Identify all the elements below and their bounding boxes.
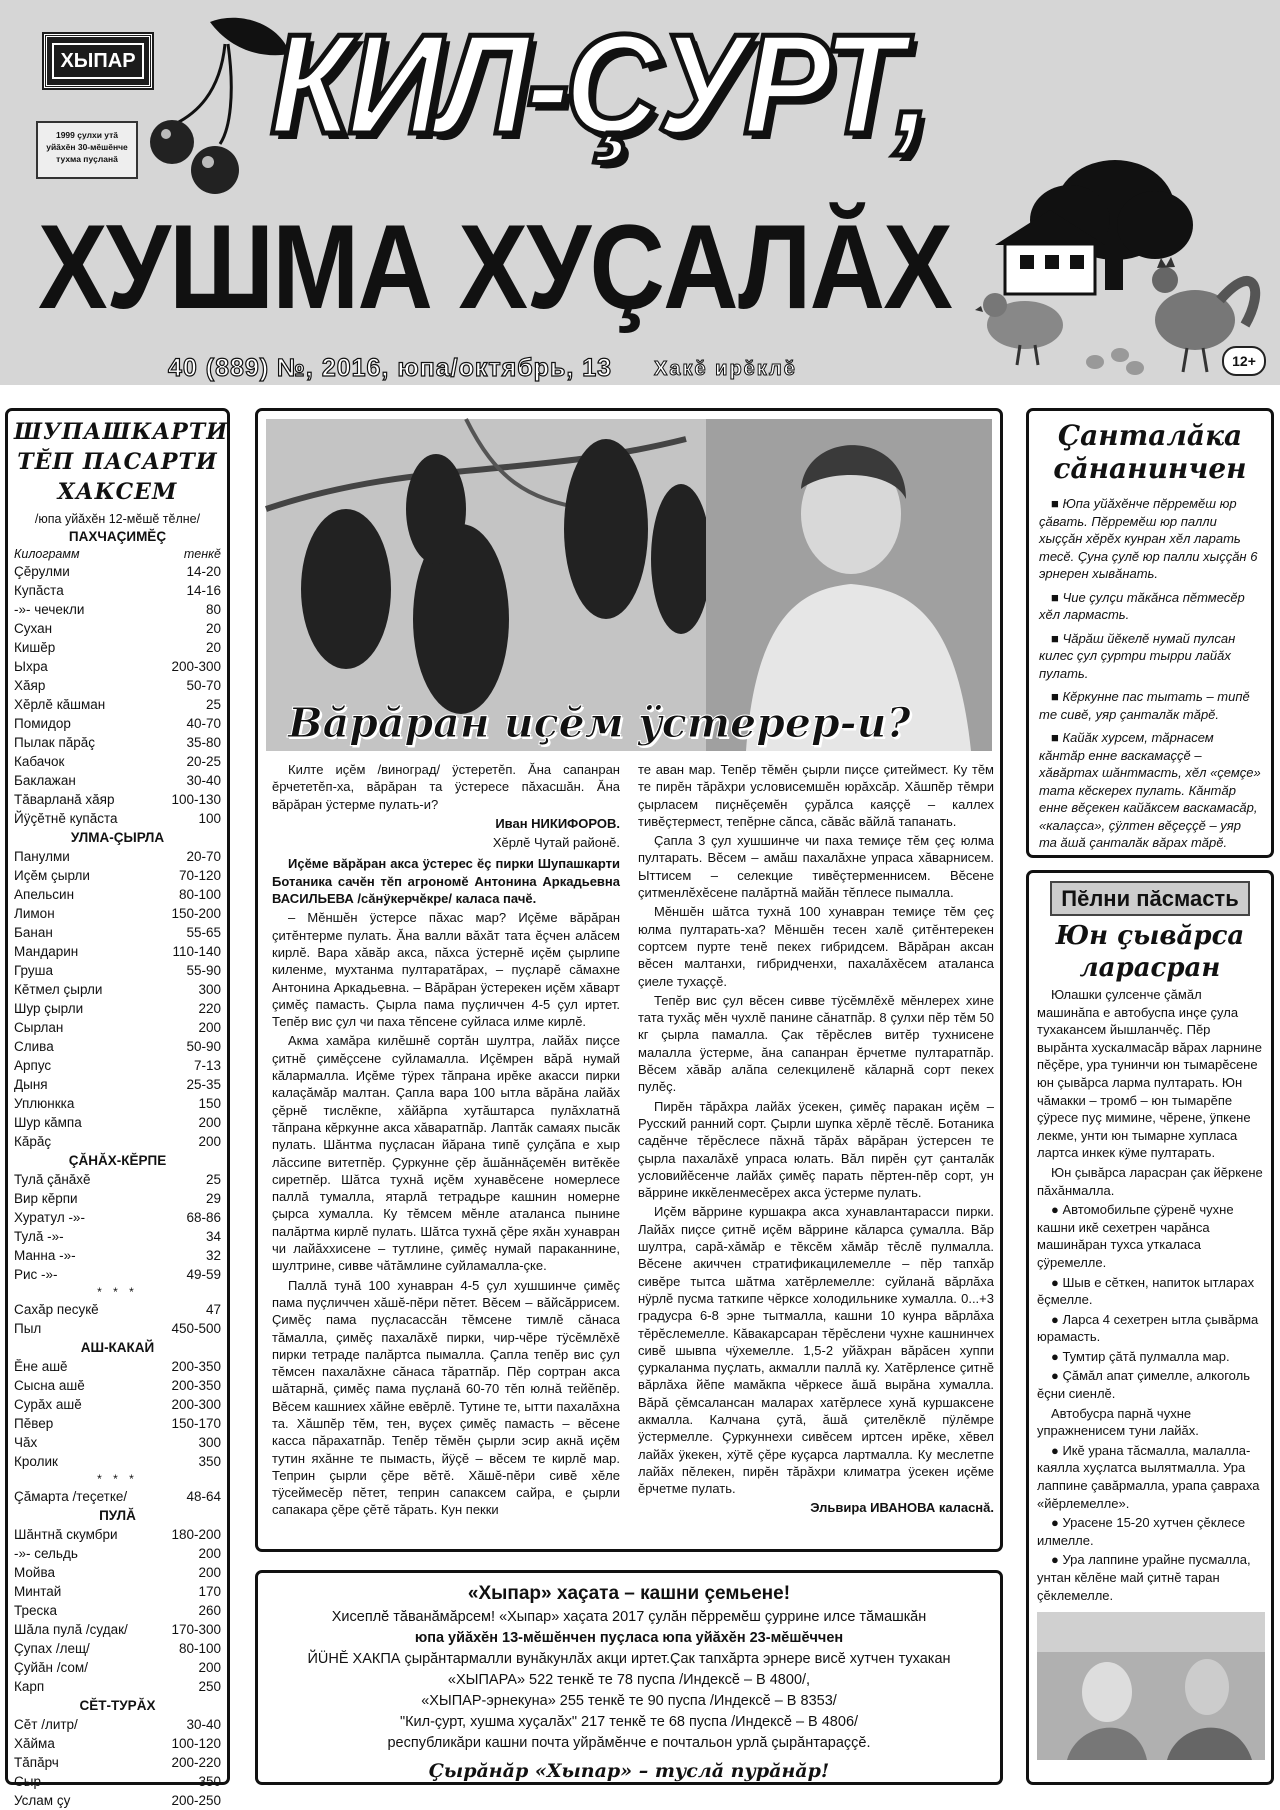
price-section-title: АШ-КАКАЙ [80, 1340, 155, 1355]
article-paragraph: Мĕншĕн шăтса тухнă 100 хунавран темиçе тĕм çеç юлма пултарать-ха? Мĕншĕн тесен халĕ çитĕнтерекен сортсем пурте тенĕ пекех гибридсем. Вăрăран аксан вĕсен малтанхи, гибридченхи, пахалăхĕсем аталанса çиеле тухаççĕ. [638, 904, 994, 989]
price-value: 20 [205, 640, 221, 655]
price-value: 50-70 [186, 678, 221, 693]
price-item: -»- чечекли [14, 602, 85, 617]
price-row [14, 1170, 221, 1189]
article-paragraph: Çапла 3 çул хушшинче чи паха темиçе тĕм çеç юлма пултарать. Вĕсем – амăш пахалăхне упраса хăварнисем. Ыттисем – селекцие тивĕçтерменнисем. Вĕсене çитменлĕхĕсене палăртнă майăн тĕплесе пымалла. [638, 833, 994, 901]
price-item: Хĕрлĕ кăшман [14, 697, 106, 712]
price-item: Хăяр [14, 678, 46, 693]
car-photo [1037, 1612, 1265, 1760]
advice-paragraph: ● Урасене 15-20 хутчен çĕклесе илмелле. [1037, 1515, 1246, 1548]
price-item: Сухан [14, 621, 53, 636]
price-item: Пĕвер [14, 1416, 54, 1431]
price-item: Лимон [14, 906, 55, 921]
price-row [14, 1753, 221, 1772]
price-row [14, 1452, 221, 1471]
price-value: 20-70 [186, 849, 221, 864]
price-value: 20 [205, 621, 221, 636]
subscription-box [255, 1570, 1003, 1785]
article-paragraph: Иçĕме вăрăран акса ÿстерес ĕç пирки Шупашкарти Ботаника сачĕн тĕп агрономĕ Антонина Аркадьевна ВАСИЛЬЕВА /сăнÿкерчĕкре/ каласа пачĕ. [272, 856, 620, 907]
price-row [14, 1563, 221, 1582]
price-row [14, 657, 221, 676]
separator-stars: * * * [97, 1472, 138, 1486]
price-item: Слива [14, 1039, 54, 1054]
price-value: 300 [198, 1435, 221, 1450]
price-value: 25 [205, 697, 221, 712]
price-item: Кишĕр [14, 640, 56, 655]
price-row [14, 1601, 221, 1620]
price-item: Арпус [14, 1058, 52, 1073]
subscription-lines [258, 1607, 1000, 1754]
price-item: Кĕтмел çырли [14, 982, 103, 997]
subscription-line: Хисеплĕ тăванăмăрсем! «Хыпар» хаçата 2017 çулăн пĕрремĕш çуррине илсе тăмашкăн [331, 1609, 927, 1625]
price-row [14, 1544, 221, 1563]
subscription-line: юпа уйăхĕн 13-мĕшĕнчен пуçласа юпа уйăхĕн 23-мĕшĕччен [414, 1630, 844, 1646]
price-row [14, 1433, 221, 1452]
market-prices-box [5, 408, 230, 1808]
prices-heading: ШУПАШКАРТИ ТĔП ПАСАРТИ ХАКСЕМ [14, 419, 228, 505]
advice-paragraph: Юлашки çулсенче çăмăл машинăпа е автобуспа инçе çула тухакансем йышланчĕç. Пĕр вырăнта хускалмасăр вăрах ларнине пĕçĕре, ура тунинчи юн тымарĕсене юн çывăрса ларма пултарать. Юн чăмакки – тромб – юн тымарĕпе çÿресе пуç миминe, чĕрене, ÿпкене лекме, унти юн тымарне хупласа лартса инкек кÿме пултарать. [1037, 987, 1263, 1161]
price-row [14, 1772, 221, 1791]
price-row [14, 695, 221, 714]
article-column-2 [638, 761, 994, 1519]
price-list [14, 527, 221, 1810]
price-row [14, 733, 221, 752]
subscription-line: республикăри кашни почта уйрăмĕнче е почтальон урлă çырăнтараççĕ. [387, 1735, 871, 1751]
price-item: Тулă -»- [14, 1229, 64, 1244]
advice-list [1037, 986, 1263, 1604]
article-column-1 [272, 761, 620, 1521]
price-row [14, 1582, 221, 1601]
price-item: Помидор [14, 716, 71, 731]
price-row [14, 847, 221, 866]
article-paragraph: Акма хамăра килĕшнĕ сортăн шултра, лайăх пиçсе çитнĕ çимĕçсене суйламалла. Иçĕмрен вăрă нумай кăлармалла. Иçĕме тÿрех тăпрана ирĕке акасси пирки калаçăмăр малтан. Çапла вара 100 ытла вăрăна лайăх çĕрнĕ тислĕкпе, хăйăрпа хутăштарса пулăхлатнă тăпрана кĕркунне акса хăваратпăр. Лаптăк самаях пысăк пулать. Шăнтма пуçласан йăрана типĕ çулçăпа е хыр лăссипе витетпĕр. Çуркунне çĕр ăшăннăçемĕн витĕкĕе сиретпĕр. Шăтса тухнă иçĕм хунавĕсене номерлесе паллă тумалла, ятарлă тетрадьре кашнин номерне çырса хумалла. Ку тĕмсем мĕнле аталанса пынине палăртма кирлĕ пулать. Шăтса тухнă çĕре яхăн хунавран чи лайăххисене – тутлине, çимĕç нумай параканнине, шултрине, сивве чăтăмлине суйламалла-çке. [272, 1033, 620, 1274]
price-item: Баклажан [14, 773, 76, 788]
price-row [14, 1246, 221, 1265]
price-item: Пыл [14, 1321, 42, 1336]
price-row [14, 1265, 221, 1284]
weather-sign: ■ Юпа уйăхĕнче пĕрремĕш юр çăвать. Пĕрремĕш юр палли хыççăн хĕрĕх кунран хĕл ларать тесĕ. Çуна çулĕ юр палли хыççăн 6 эрнерен хывăнать. [1039, 496, 1258, 581]
price-value: 110-140 [172, 944, 221, 959]
title-line-2: ХУШМА ХУÇАЛĂХ [38, 200, 952, 334]
price-value: 350 [198, 1774, 221, 1789]
weather-signs-box [1026, 408, 1274, 858]
price-table-header [14, 546, 221, 562]
advice-paragraph: ● Тумтир çăтă пулмалла мар. [1051, 1348, 1230, 1364]
subscription-line: «ХЫПАРА» 522 тенкĕ те 78 пуспа /Индексĕ – В 4800/, [447, 1672, 811, 1688]
price-row [14, 714, 221, 733]
price-value: 29 [205, 1191, 221, 1206]
price-value: 14-20 [186, 564, 221, 579]
advice-paragraph: ● Икĕ урана тăсмалла, малалла-каялла хуçлатса вылятмалла. Ура лаппине çавăрмалла, урапа çавраха «йĕрлемелле». [1037, 1442, 1260, 1511]
price-section-title: ПУЛĂ [99, 1508, 136, 1523]
price-row [14, 1189, 221, 1208]
price-item: Апельсин [14, 887, 75, 902]
price-value: 30-40 [186, 773, 221, 788]
price-item: Рис -»- [14, 1267, 58, 1282]
price-section-title: ÇĂНĂХ-КĔРПЕ [68, 1153, 167, 1168]
price-value: 170-300 [171, 1622, 221, 1637]
chick-icon [1086, 348, 1144, 375]
price-value: 25-35 [186, 1077, 221, 1092]
subscription-footer: Çырăнăр «Хыпар» – туслă пурăнăр! [428, 1760, 830, 1782]
price-row [14, 1094, 221, 1113]
price-row [14, 1376, 221, 1395]
price-item: Услам çу [14, 1793, 71, 1808]
price-item: Шур кăмпа [14, 1115, 82, 1130]
price-value: 20-25 [186, 754, 221, 769]
price-value: 55-90 [186, 963, 221, 978]
price-row [14, 638, 221, 657]
price-item: Йÿçĕтнĕ купăста [14, 811, 118, 826]
price-row [14, 752, 221, 771]
price-item: Çуйăн /сом/ [14, 1660, 88, 1675]
price-item: Шур çырли [14, 1001, 84, 1016]
advice-paragraph: ● Ура лаппине урайне пусмалла, унтан кĕлĕне май çитнĕ таран çĕклемелле. [1037, 1552, 1251, 1603]
price-item: Сурăх ашĕ [14, 1397, 82, 1412]
weather-sign: ■ Чие çулçи тăкăнса пĕтмесĕр хĕл лармасть. [1039, 589, 1245, 622]
price-section-title: УЛМА-ÇЫРЛА [70, 830, 165, 845]
price-row [14, 1487, 221, 1506]
advice-paragraph: Юн çывăрса ларасран çак йĕркене пăхăнмалла. [1037, 1164, 1263, 1198]
price-row [14, 1734, 221, 1753]
price-row [14, 1658, 221, 1677]
price-row [14, 1620, 221, 1639]
hen-icon [975, 293, 1063, 365]
price-value: 55-65 [186, 925, 221, 940]
price-item: Банан [14, 925, 53, 940]
advice-paragraph: ● Шыв е сĕткен, напиток ытларах ĕçмелле. [1037, 1274, 1255, 1308]
subscription-line: "Кил-çурт, хушма хуçалăх" 217 тенкĕ те 68 пуспа /Индексĕ – В 4806/ [399, 1714, 859, 1730]
price-item: Тăпăрч [14, 1755, 59, 1770]
price-value: 100 [198, 811, 221, 826]
price-row [14, 600, 221, 619]
price-section-title: ПАХЧАÇИМĔÇ [68, 529, 167, 544]
price-value: 200-300 [171, 659, 221, 674]
advice-paragraph: ● Ларса 4 сехетрен ытла çывăрма юрамасть. [1037, 1311, 1259, 1345]
price-item: Ĕне ашĕ [14, 1359, 68, 1374]
price-value: 7-13 [193, 1058, 221, 1073]
price-row [14, 1018, 221, 1037]
price-item: Треска [14, 1603, 57, 1618]
article-paragraph: те аван мар. Тепĕр тĕмĕн çырли пиçсе çитеймест. Ку тĕм те пирĕн тăрăхри условисемшĕн юрăхсăр. Хăшпĕр тĕмри çырласем пиçнĕçемĕн çурăлса каяççĕ – каллех тивĕçтермест, тепĕрне сăпса, сăвăс вăйлă тапанать. [638, 762, 994, 829]
advice-paragraph: ● Çăмăл апат çимелле, алкоголь ĕçни сиенлĕ. [1037, 1368, 1250, 1402]
price-row [14, 961, 221, 980]
article-paragraph: Хĕрлĕ Чутай районĕ. [492, 835, 620, 851]
article-paragraph: Иçĕм вăррине куршакра акса хунавлантарасси пирки. Лайăх пиçсе çитнĕ иçĕм вăррине кăларса çумалла. Вăр шултра, сарă-хăмăр е тĕксĕм хăмăр тĕслĕ пулмалла. Вĕсене акиччен стратификацилемелле – пĕр тапхăр сивĕре тытса шăтма хатĕрлемелле: суйланă вăрлăха нÿрлĕ пусма таткипе чĕрксе холодильнике хумалла. 0...+3 градусра 6-8 эрне тытмалла, кашни 10 кунра вăрлăха тĕрĕслемелле. Кăвакарсаран тĕрĕслени чухне кашнинчех сивĕ шывпа чÿхемелле. 1,5-2 уйăхран вăрăсен хуппи çуркаланма пуçлать, акмалли паллă ку. Хатĕрленсе çитнĕ вăрлăха йĕпе мамăкпа чĕркесе ăшă вырăна хумалла. Вăрă çĕмсалансан маларах хатĕрлесе хунă куршаксене акмалла. Калчана çутă, ăшă çителĕклĕ пÿлĕмре ÿстермелле. Çуркуннехи сивĕсем иртсен ирĕке, хĕвел лайăх ÿкекен, хÿтĕ çĕре куçарса лартмалла. Ку меслетпе лайăх пĕлекен, пирĕн тăрăхри климатра ÿсекен иçĕме ĕрчетме пулать. [638, 1204, 994, 1497]
price-value: 40-70 [186, 716, 221, 731]
price-row [14, 904, 221, 923]
subscription-title: «Хыпар» хаçата – кашни çемьене! [467, 1583, 791, 1604]
article-paragraph: Пирĕн тăрăхра лайăх ÿсекен, çимĕç паракан иçĕм – Русский ранний сорт. Çырли шупка хĕрлĕ тĕслĕ. Ботаника садĕнче тĕрĕслесе пăхнă тăрăх вăрăран ÿстерсен те çырла пахалăхĕ упраса юлать. Вăл пирĕн çут çанталăк условийĕсенче лайăх çимĕç парать пĕртен-пĕр сорт, ун вăррине иккĕленмесĕрех акса ÿстерме пулать. [638, 1098, 994, 1201]
price-row [14, 1414, 221, 1433]
price-item: Сырлан [14, 1020, 64, 1035]
price-section-title: СĔТ-ТУРĂХ [79, 1698, 156, 1713]
price-item: Хуратул -»- [14, 1210, 85, 1225]
advice-heading: Юн çывăрса ларасран [1055, 921, 1245, 983]
article-paragraph: Килте иçĕм /виноград/ ÿстеретĕп. Ăна сапанран ĕрчететĕп-ха, вăрăран та ÿстересе пăхасшăн. Ăна вăрăран ÿстерме пулать-и? [272, 762, 620, 812]
price-row [14, 562, 221, 581]
price-value: 220 [198, 1001, 221, 1016]
article-headline: Вăрăран иçĕм ÿстерер-и? [288, 699, 911, 747]
price-row [14, 980, 221, 999]
price-item: Уплюнкка [14, 1096, 75, 1111]
price-value: 200-300 [171, 1397, 221, 1412]
price-value: 200 [198, 1115, 221, 1130]
title-line-1: КИЛ-ÇУРТ, [270, 5, 928, 164]
price-row [14, 1132, 221, 1151]
price-item: Пылак пăрăç [14, 735, 96, 750]
price-value: 350 [198, 1454, 221, 1469]
price-item: Çăмарта /теçетке/ [14, 1489, 128, 1504]
price-item: Иçĕм çырли [14, 868, 90, 883]
age-rating-badge: 12+ [1222, 346, 1266, 376]
subscription-line: ЙÜНĔ ХАКПА çырăнтармалли вунăкунлăх акци иртет.Çак тапхăрта эрнере висĕ хутчен тухакан [307, 1651, 951, 1667]
price-value: 180-200 [171, 1527, 221, 1542]
price-item: Тăварланă хăяр [14, 792, 115, 807]
price-value: 200-350 [171, 1359, 221, 1374]
unit-label: Килограмм [14, 547, 80, 561]
price-row [14, 1357, 221, 1376]
advice-paragraph: ● Автомобильпе çÿренĕ чухне кашни икĕ сехетрен чарăнса машинăран тухса уткаласа çÿремелле. [1037, 1202, 1234, 1270]
price-value: 48-64 [186, 1489, 221, 1504]
price-item: Панулми [14, 849, 70, 864]
price-value: 200-220 [171, 1755, 221, 1770]
price-row [14, 1319, 221, 1338]
price-item: Шăнтнă скумбри [14, 1527, 118, 1542]
price-free-label: Хакĕ ирĕклĕ [654, 358, 797, 380]
prices-date: /юпа уйăхĕн 12-мĕшĕ тĕлне/ [34, 512, 201, 526]
currency-label: тенкĕ [183, 547, 221, 561]
price-value: 49-59 [186, 1267, 221, 1282]
grape-article [255, 408, 1003, 1552]
price-item: -»- сельдь [14, 1546, 78, 1561]
price-row [14, 676, 221, 695]
price-value: 300 [198, 982, 221, 997]
price-row [14, 809, 221, 828]
price-value: 200 [198, 1565, 221, 1580]
price-value: 260 [198, 1603, 221, 1618]
price-value: 200 [198, 1546, 221, 1561]
article-paragraph: Иван НИКИФОРОВ. [495, 815, 620, 831]
price-item: Тулă çăнăхĕ [14, 1172, 91, 1187]
price-item: Шăла пулă /судак/ [14, 1622, 128, 1637]
weather-sign: ■ Чăрăш йĕкелĕ нумай пулсан килес çул çуртри тырри лайăх пулать. [1039, 630, 1236, 681]
price-item: Çĕрулми [14, 564, 70, 579]
price-item: Кăрăç [14, 1134, 52, 1149]
price-row [14, 1056, 221, 1075]
price-value: 80-100 [178, 887, 221, 902]
price-row [14, 1227, 221, 1246]
rubric-badge: Пĕлни пăсмасть [1050, 881, 1250, 916]
price-value: 34 [205, 1229, 221, 1244]
weather-signs-heading: Çанталăка сăнанинчен [1053, 419, 1247, 485]
price-row [14, 1525, 221, 1544]
price-value: 35-80 [186, 735, 221, 750]
price-value: 200-250 [171, 1793, 221, 1808]
price-item: Купăста [14, 583, 64, 598]
price-row [14, 1075, 221, 1094]
price-row [14, 619, 221, 638]
price-row [14, 1208, 221, 1227]
price-value: 200 [198, 1660, 221, 1675]
separator-stars: * * * [97, 1285, 138, 1299]
price-row [14, 866, 221, 885]
price-value: 200 [198, 1134, 221, 1149]
price-item: Мандарин [14, 944, 79, 959]
price-value: 47 [205, 1302, 221, 1317]
price-item: Хăйма [14, 1736, 55, 1751]
price-item: Сысна ашĕ [14, 1378, 85, 1393]
price-row [14, 1395, 221, 1414]
price-row [14, 1715, 221, 1734]
price-value: 68-86 [186, 1210, 221, 1225]
price-item: Мойва [14, 1565, 55, 1580]
price-item: Чăх [14, 1435, 38, 1450]
subscription-line: «ХЫПАР-эрнекуна» 255 тенкĕ те 90 пуспа /Индексĕ – В 8353/ [421, 1693, 837, 1709]
article-paragraph: Паллă тунă 100 хунавран 4-5 çул хушшинче çимĕç пама пуçличчен хăшĕ-пĕри пĕтет. Вĕсем – вăйсăррисем. Çимĕç пама пуçласассăн тĕмсене тимлĕ сăнаса тăмалла, çимĕç пахалăхĕ пирки, чир-чĕре тÿсĕмлĕхĕ пирки тетраде палăртса пымалла. Çапла тепĕр вис çул тĕмсен пахалăхне сăнаса тăратпăр. Пĕр сортран акса шăтарнă, çимĕç пама пуçланă 60-70 тĕп юлнă тейĕпĕр. Вĕсем кашниех хăйне евĕрлĕ. Тутине те, ытти пахалăхна та. Хăшпĕр тĕм, тен, вуçех çимĕç памасть – вĕсене касса пăрахатпăр. Тепĕр тĕмĕн çырли эсир акнă иçĕм тутин яхăнне те пымасть, йÿçĕ – вĕсем те кирлĕ мар. Теприн çырли çĕре вĕтĕ. Хăшĕ-пĕри сивĕ хĕле тÿсеймесĕр пĕтет, теприн сапаксем сайра, е çырли сапакара çĕре çĕтĕ тăрать. Кун пекки [272, 1277, 620, 1518]
price-item: Сахăр песукĕ [14, 1302, 99, 1317]
price-value: 80-100 [178, 1641, 221, 1656]
price-value: 70-120 [178, 868, 221, 883]
price-item: Дыня [14, 1077, 48, 1092]
price-row [14, 999, 221, 1018]
price-item: Вир кĕрпи [14, 1191, 78, 1206]
price-item: Минтай [14, 1584, 62, 1599]
health-advice-box [1026, 870, 1274, 1785]
price-item: Сыр [14, 1774, 41, 1789]
weather-sign: ■ Кĕркунне пас тытать – типĕ те сивĕ, уяр çанталăк тăрĕ. [1039, 689, 1250, 722]
price-row [14, 885, 221, 904]
price-row [14, 1113, 221, 1132]
price-value: 150 [198, 1096, 221, 1111]
price-value: 30-40 [186, 1717, 221, 1732]
price-value: 170 [198, 1584, 221, 1599]
price-value: 32 [205, 1248, 221, 1263]
price-value: 150-170 [171, 1416, 221, 1431]
price-value: 100-120 [171, 1736, 221, 1751]
price-value: 25 [205, 1172, 221, 1187]
price-row [14, 1639, 221, 1658]
article-paragraph: Тепĕр вис çул вĕсен сивве тÿсĕмлĕхĕ мĕнлерех хине тата тухăç мĕн чухлĕ панине сăнатпăр. 8 çулхи пĕр тĕм 50 кг çырла памалла. Çак тĕрĕслев витĕр тухнисене малалла ÿстерме, ăна сапанран ĕрчетме пултаратпăр. Вĕсем хăвăр алăпа селекциленĕ кăларнă сорт пекех пулĕç. [638, 992, 994, 1095]
price-item: Сĕт /литр/ [14, 1717, 78, 1732]
price-row [14, 1791, 221, 1810]
price-item: Манна -»- [14, 1248, 76, 1263]
price-row [14, 771, 221, 790]
price-row [14, 790, 221, 809]
price-value: 14-16 [186, 583, 221, 598]
advice-paragraph: Автобусра парнă чухне упражненисем туни лайăх. [1037, 1405, 1199, 1439]
weather-sign: ■ Кайăк хурсем, тăрнасем кăнтăр енне васкамаççĕ – хăвăртах шăнтмасть, хĕл «çемçе» тата кĕскерех пулать. Кăнтăр енне вĕçекен кайăксем васкамасăр, «калаçса», çÿлтен вĕçеççĕ – уяр та ăшă çанталăк вăрах тăрĕ. [1039, 730, 1261, 850]
issue-info: 40 (889) №, 2016, юпа/октябрь, 13 [168, 354, 613, 382]
price-value: 200 [198, 1020, 221, 1035]
price-item: Груша [14, 963, 53, 978]
price-value: 100-130 [171, 792, 221, 807]
price-row [14, 1677, 221, 1696]
price-value: 150-200 [171, 906, 221, 921]
price-value: 250 [198, 1679, 221, 1694]
price-row [14, 923, 221, 942]
price-row [14, 1300, 221, 1319]
founded-note: 1999 çулхи утă уйăхĕн 30-мĕшĕнче тухма пуçланă [36, 121, 138, 179]
price-value: 200-350 [171, 1378, 221, 1393]
price-item: Кролик [14, 1454, 58, 1469]
price-value: 80 [205, 602, 221, 617]
khypar-logo: ХЫПАР [44, 34, 152, 88]
price-row [14, 1037, 221, 1056]
price-item: Çупах /лещ/ [14, 1641, 90, 1656]
price-item: Кабачок [14, 754, 65, 769]
masthead [0, 0, 1280, 385]
price-value: 450-500 [171, 1321, 221, 1336]
price-item: Ыхра [14, 659, 48, 674]
weather-signs-list [1039, 495, 1261, 852]
price-item: Карп [14, 1679, 45, 1694]
article-paragraph: – Мĕншĕн ÿстерсе пăхас мар? Иçĕме вăрăран çитĕнтерме пулать. Ăна валли вăхăт тата ĕçчен алăсем кирлĕ. Вара хăвăр акса, пăхса ÿстернĕ иçĕм çырлипе киленме, мухтанма пултаратăрах, – пуçларĕ сăмахне Антонина Аркадьевна. – Вăрăран ÿстерекен иçĕм хăварт çимĕç памасть. Çырла пама пуçличчен 4-5 çул иртет. Тепĕр вис çул чи паха тĕпсене суйласа илме кирлĕ. [272, 910, 620, 1030]
article-paragraph: Эльвира ИВАНОВА каласнă. [810, 1500, 994, 1516]
price-value: 50-90 [186, 1039, 221, 1054]
price-row [14, 942, 221, 961]
price-row [14, 581, 221, 600]
